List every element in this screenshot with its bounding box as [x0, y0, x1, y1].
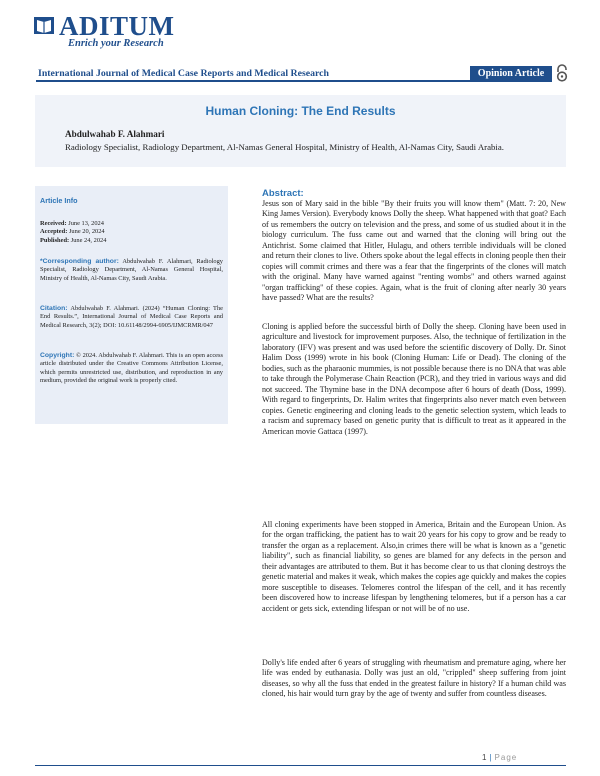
citation-block: [40, 305, 223, 330]
article-title: Human Cloning: The End Results: [205, 104, 396, 118]
received-date: June 13, 2024: [68, 220, 104, 227]
book-icon: [33, 14, 55, 36]
body-paragraph: Jesus son of Mary said in the bible "By their fruits you will know them" (Matt. 7: 20, New King James Version). Everybody knows Dolly the sheep. What happened with that goat? Each of us remembers the outcry on television and the press, and some of us studied about it in the biology curriculum. The fuss came out and warned that the cloning will bring out the Antichrist. Some claimed that Hitler, Hulagu, and others terrible individuals will be cloned and return their clones to live. Others spoke about the legal effects in cloning people then their copies will commit crimes and there was a fear that the fingerprints of the clones will match with the original. Many have warned against "renting wombs" and others warned against "organ trafficking" of these copies. Again, what is the fruit of cloning after nearly 30 years have passed? What are the results?: [262, 199, 566, 303]
page-number-value: 1: [482, 753, 487, 762]
corresponding-block: [40, 258, 223, 283]
page-separator: |: [489, 753, 492, 762]
citation-text: Abdulwahab F. Alahmari. (2024) “Human Cloning: The End Results.”, International Journal of Medical Case Reports and Medical Research, 3(2); DOI: 10.61148/2994-6905/IJMCRMR/047: [40, 305, 223, 329]
accepted-date: June 20, 2024: [68, 228, 105, 236]
author-name: Abdulwahab F. Alahmari: [65, 129, 165, 139]
footer-rule: [35, 765, 566, 766]
accepted-line: [40, 228, 223, 236]
corresponding-text: Abdulwahab F. Alahmari, Radiology Specialist, Radiology Department, Al-Namas General Hospital, Ministry of Health, Al-Namas City, Saudi Arabia.: [40, 258, 224, 282]
accepted-label: Accepted:: [40, 228, 68, 236]
received-line: [40, 220, 223, 228]
journal-name: International Journal of Medical Case Reports and Medical Research: [38, 68, 329, 79]
dates-block: [40, 220, 223, 245]
author-affiliation: Radiology Specialist, Radiology Department, Al-Namas General Hospital, Ministry of Health, Al-Namas City, Saudi Arabia.: [65, 142, 504, 152]
published-date: June 24, 2024: [70, 236, 107, 244]
published-line: [40, 237, 223, 245]
abstract-heading: Abstract:: [262, 188, 304, 199]
published-label: Published:: [40, 236, 70, 244]
copyright-label: Copyright:: [40, 352, 75, 359]
tagline: Enrich your Research: [68, 38, 164, 49]
article-info-heading: Article Info: [40, 196, 78, 205]
logo-text: ADITUM: [59, 11, 175, 41]
article-type-badge: Opinion Article: [470, 66, 552, 82]
body-paragraph: Dolly's life ended after 6 years of struggling with rheumatism and premature aging, where her life was ended by euthanasia. Dolly was just an old, "crippled" sheep suffering from joint diseases, so why all the fuss that ended in the greatest failure in history? If a human child was cloned, his hair would turn gray by the age of twenty and suffer from countless diseases.: [262, 658, 566, 699]
page-label: Page: [494, 753, 518, 762]
copyright-text: © 2024. Abdulwahab F. Alahmari. This is an open access article distributed under the Creative Commons Attribution License, which permits unrestricted use, distribution, and reproduction in any medium, provided the original work is properly cited.: [40, 352, 223, 385]
citation-label: Citation:: [40, 305, 68, 312]
page-number: [482, 753, 517, 762]
body-paragraph: All cloning experiments have been stopped in America, Britain and the European Union. As for the organ trafficking, the patient has to wait 20 years for his copy to grow and be ready to transfer the organ as a replacement. Also,in crimes there will be what is known as a "genetic liability", such as financial liability, so genes are blamed for any defects in the person and their advantages are attributed to them. But it has become clear to us that cloning destroys the genetic material and makes it weak, which makes the copies age quickly and makes the copies more susceptible to diseases. Telomeres control the lifespan of the cell, and it has recently been discovered how to increase lifespan by lengthening telomeres, but if a person has a car accident or gets sick, extending lifespan or not will be of no use.: [262, 520, 566, 613]
corresponding-label: *Corresponding author:: [40, 258, 119, 265]
copyright-block: [40, 352, 223, 386]
open-access-icon: [555, 64, 569, 82]
received-label: Received:: [40, 220, 67, 227]
header-rule: [36, 80, 476, 82]
body-paragraph: Cloning is applied before the successful birth of Dolly the sheep. Cloning have been used in agriculture and livestock for improvement purposes. Also, the technique of fertilization in the laboratory (IFV) was present and was used before the scientific discovery of Dolly. Dr. Sinot Halim Doss (1999) wrote in his book (Cloning Human: Life or Dead). The cloning of the bodies, such as the pharaonic mummies, is not possible because there is no DNA that was able to take through the Polymerase Chain Reaction (PCR), and they tried in various ways and did not succeed. The Thymine base in the DNA decompose after 6 hours of death (Doss, 1999). With regard to fingerprints, Dr. Halim writes that fingerprints also never match even between copies. Genetic engineering and cloning leads to the genetic selection system, which leads to a racism and supremacy based on genetic purity that is difficult to treat as it appeared in the American movie Gattaca (1997).: [262, 322, 566, 436]
